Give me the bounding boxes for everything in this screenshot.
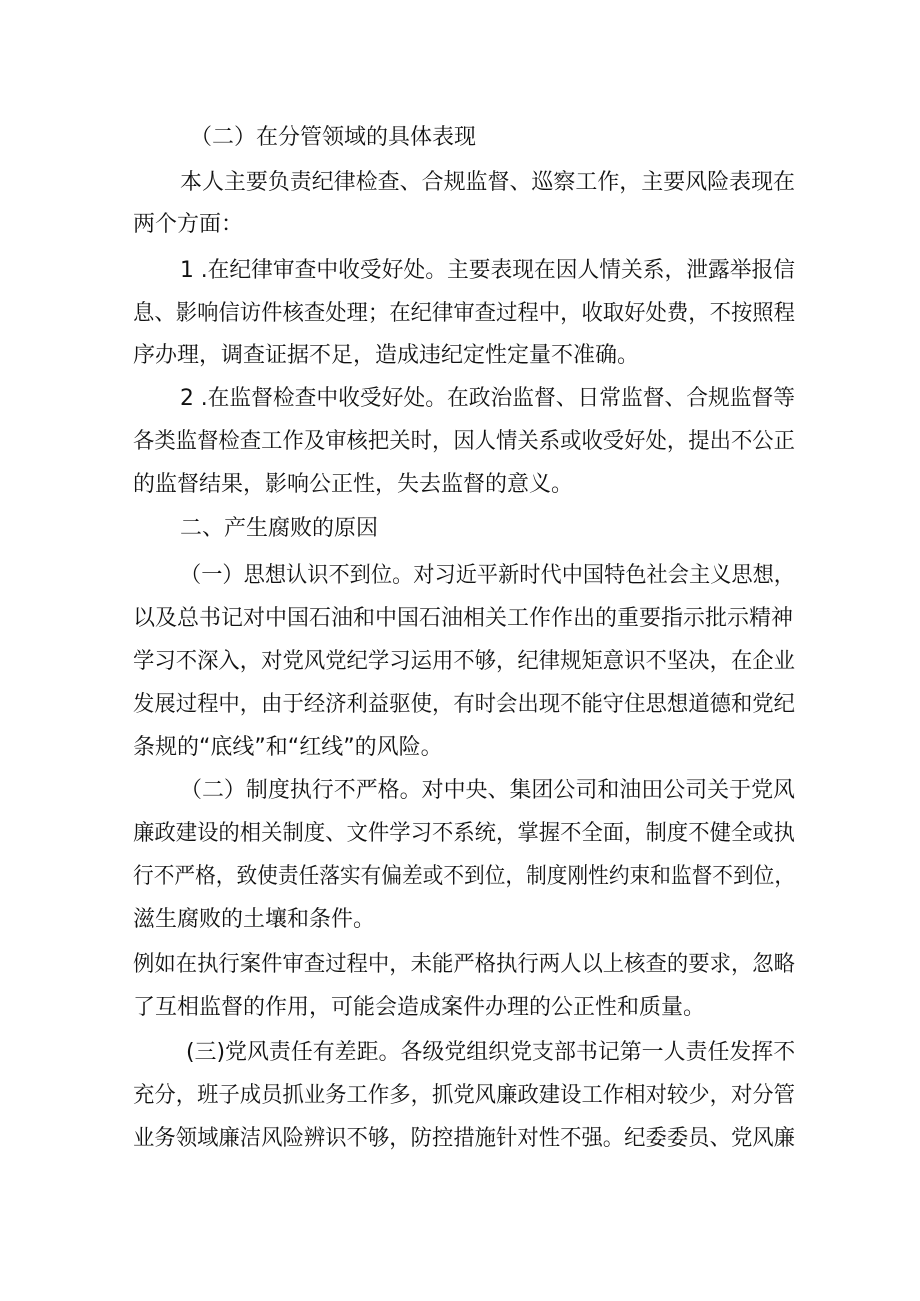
section-heading: 二、产生腐败的原因 [180, 516, 379, 541]
list-item-line: 1 .在纪律审查中收受好处。主要表现在因人情关系，泄露举报信 [180, 258, 795, 283]
paragraph-line: 以及总书记对中国石油和中国石油相关工作作出的重要指示批示精神 [133, 606, 794, 631]
paragraph-line: 序办理，调查证据不足，造成违纪定性定量不准确。 [133, 343, 640, 368]
paragraph-line: 各类监督检查工作及审核把关时，因人情关系或收受好处，提出不公正 [133, 429, 796, 454]
paragraph-line: 发展过程中，由于经济利益驱使，有时会出现不能守住思想道德和党纪 [133, 692, 796, 717]
paragraph-line: 廉政建设的相关制度、文件学习不系统，掌握不全面，制度不健全或执 [133, 821, 796, 846]
paragraph-line: （二）制度执行不严格。对中央、集团公司和油田公司关于党风 [180, 778, 796, 803]
paragraph-line: 本人主要负责纪律检查、合规监督、巡察工作，主要风险表现在 [180, 170, 796, 195]
paragraph-line: 的监督结果，影响公正性，失去监督的意义。 [133, 472, 574, 497]
paragraph-line: 了互相监督的作用，可能会造成案件办理的公正性和质量。 [133, 995, 706, 1020]
paragraph-line: 行不严格，致使责任落实有偏差或不到位，制度刚性约束和监督不到位， [133, 864, 796, 889]
paragraph-line: （一）思想认识不到位。对习近平新时代中国特色社会主义思想， [180, 563, 796, 588]
paragraph-line: (三)党风责任有差距。各级党组织党支部书记第一人责任发挥不 [186, 1040, 796, 1065]
paragraph-line: 业务领域廉洁风险辨识不够，防控措施针对性不强。纪委委员、党风廉 [133, 1126, 796, 1151]
paragraph-line: 充分，班子成员抓业务工作多，抓党风廉政建设工作相对较少，对分管 [133, 1083, 796, 1108]
paragraph-line: 例如在执行案件审查过程中，未能严格执行两人以上核查的要求，忽略 [133, 952, 796, 977]
section-heading: （二）在分管领域的具体表现 [190, 125, 477, 150]
paragraph-line: 条规的“底线”和“红线”的风险。 [133, 735, 443, 760]
paragraph-line: 两个方面： [133, 212, 244, 237]
paragraph-line: 滋生腐败的土壤和条件。 [133, 907, 376, 932]
paragraph-line: 学习不深入，对党风党纪学习运用不够，纪律规矩意识不坚决，在企业 [133, 649, 796, 674]
paragraph-line: 息、影响信访件核查处理；在纪律审查过程中，收取好处费，不按照程 [133, 301, 796, 326]
list-item-line: 2 .在监督检查中收受好处。在政治监督、日常监督、合规监督等 [180, 386, 795, 411]
